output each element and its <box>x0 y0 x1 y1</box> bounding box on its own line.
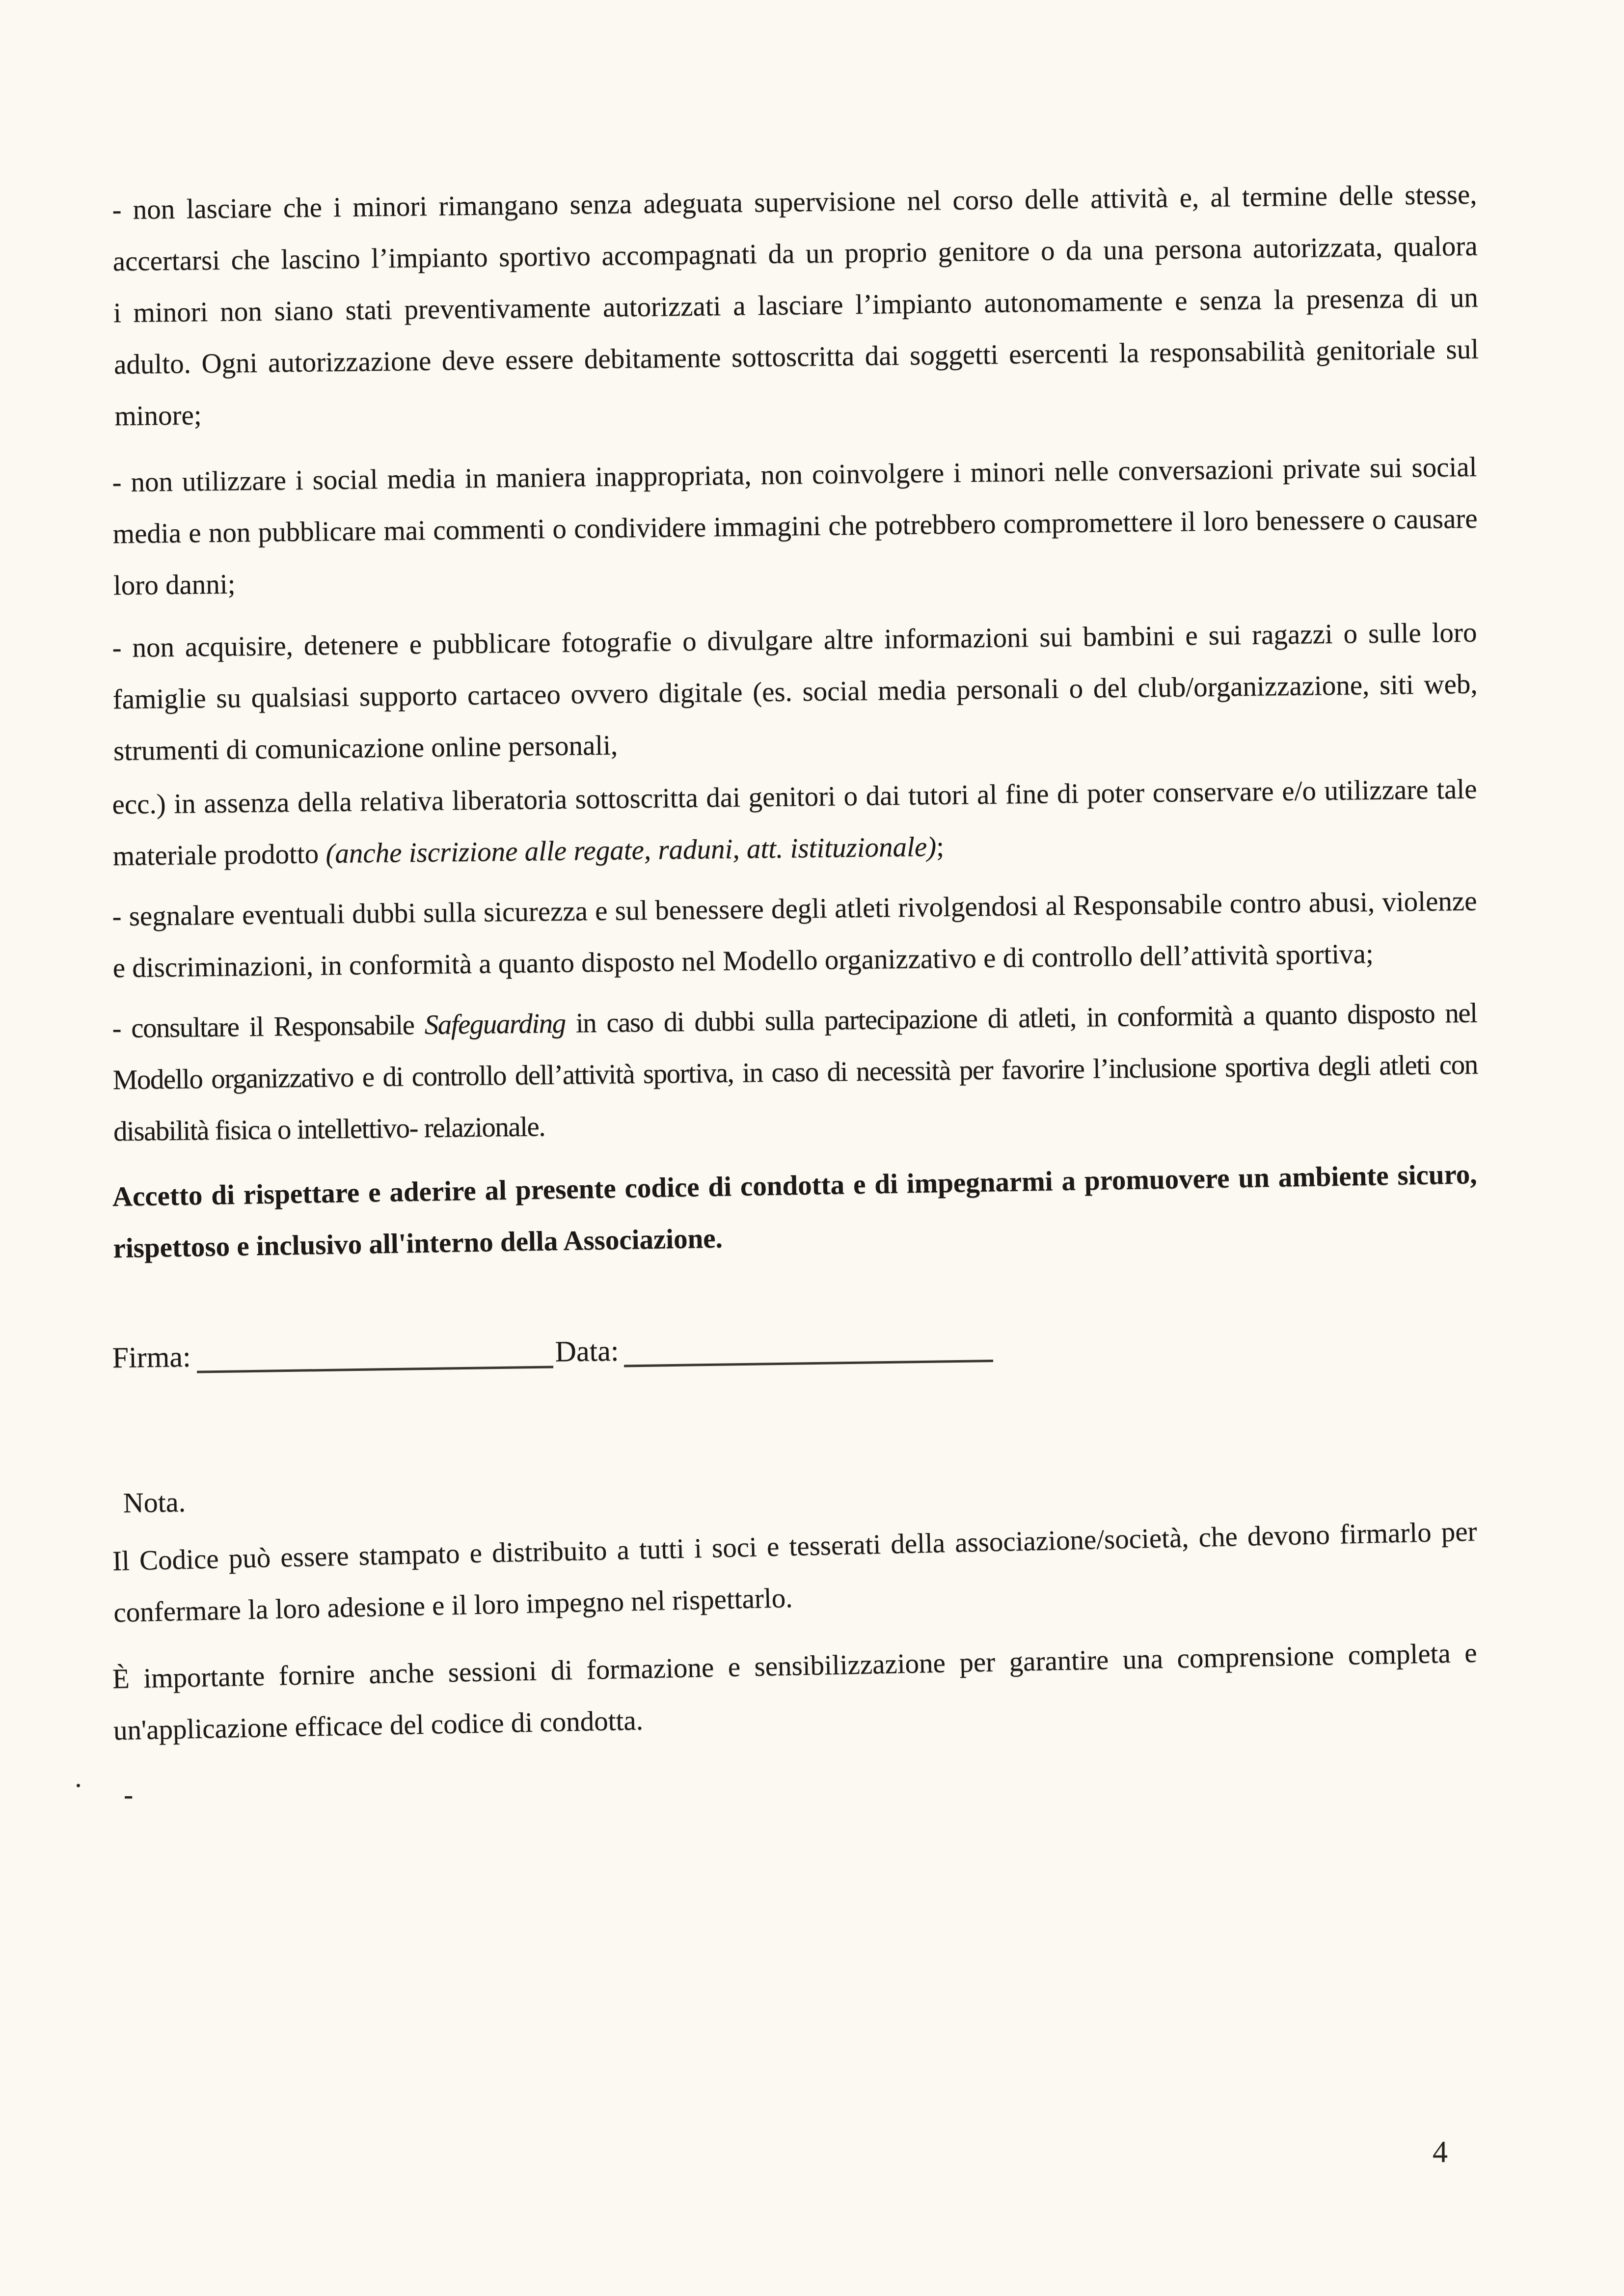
text-segment: - consultare il Responsabile <box>112 1009 425 1044</box>
scan-artifact-dot: . <box>75 1761 82 1793</box>
data-signature-line <box>624 1360 993 1367</box>
nota-heading: Nota. <box>123 1485 186 1519</box>
bullet-paragraph-segnalare: - segnalare eventuali dubbi sulla sicurezza e sul benessere degli atleti rivolgendosi al Responsabile contro abusi, violenze e discriminazioni, in conformità a quanto disposto nel Modello organizzativo e di controllo dell’attività sportiva; <box>112 885 1477 984</box>
bullet-paragraph-social-media: - non utilizzare i social media in maniera inappropriata, non coinvolgere i minori nelle conversazioni private sui social media e non pubblicare mai commenti o condividere immagini che potrebbero compromettere il loro benessere o causare loro danni; <box>112 451 1478 601</box>
italic-segment: (anche iscrizione alle regate, raduni, att. istituzionale) <box>325 831 937 870</box>
firma-label: Firma: <box>112 1340 191 1374</box>
text-segment: ; <box>936 831 945 862</box>
scan-artifact-dash: - <box>124 1778 134 1810</box>
page-number: 4 <box>1433 2135 1448 2169</box>
page-content <box>112 0 1477 1809</box>
nota-paragraph-formazione: È importante fornire anche sessioni di formazione e sensibilizzazione per garantire una comprensione completa e un'applicazione efficace del codice di condotta. <box>112 1637 1478 1746</box>
text-segment: in caso di dubbi sulla partecipazione di atleti, in conformità a quanto disposto nel Modello organizzativo e di controllo dell’attività sportiva, in caso di necessità per favorire l’inclusione sportiva degli atleti con disabilità fisica o intellettivo- relazionale. <box>112 997 1478 1147</box>
signature-row <box>112 1313 1477 1384</box>
bullet-paragraph-fotografie: - non acquisire, detenere e pubblicare fotografie o divulgare altre informazioni sui bambini e sui ragazzi o sulle loro famiglie su qualsiasi supporto cartaceo ovvero digitale (es. social media personali o del club/organizzazione, siti web, strumenti di comunicazione online personali, <box>112 617 1478 766</box>
data-label: Data: <box>555 1334 620 1368</box>
paragraph-liberatoria <box>112 763 1478 882</box>
nota-paragraph-distribuzione: Il Codice può essere stampato e distribuito a tutti i soci e tesserati della associazione/società, che devono firmarlo per confermare la loro adesione e il loro impegno nel rispettarlo. <box>112 1516 1478 1628</box>
italic-segment-safeguarding: Safeguarding <box>424 1008 566 1040</box>
firma-signature-line <box>197 1366 553 1373</box>
text-segment: ecc.) in assenza della relativa liberatoria sottoscritta dai genitori o dai tutori al fine di poter conservare e/o utilizzare tale materiale prodotto <box>112 773 1477 872</box>
bullet-paragraph-consultare <box>112 987 1478 1157</box>
bullet-paragraph-supervisione: - non lasciare che i minori rimangano senza adeguata supervisione nel corso delle attività e, al termine delle stesse, accertarsi che lascino l’impianto sportivo accompagnati da un proprio genitore o da una persona autorizzata, qualora i minori non siano stati preventivamente autorizzati a lasciare l’impianto autonomamente e senza la presenza di un adulto. Ogni autorizzazione deve essere debitamente sottoscritta dai soggetti esercenti la responsabilità genitoriale sul minore; <box>112 179 1479 432</box>
acceptance-statement: Accetto di rispettare e aderire al presente codice di condotta e di impegnarmi a promuovere un ambiente sicuro, rispettoso e inclusivo all'interno della Associazione. <box>112 1158 1478 1264</box>
